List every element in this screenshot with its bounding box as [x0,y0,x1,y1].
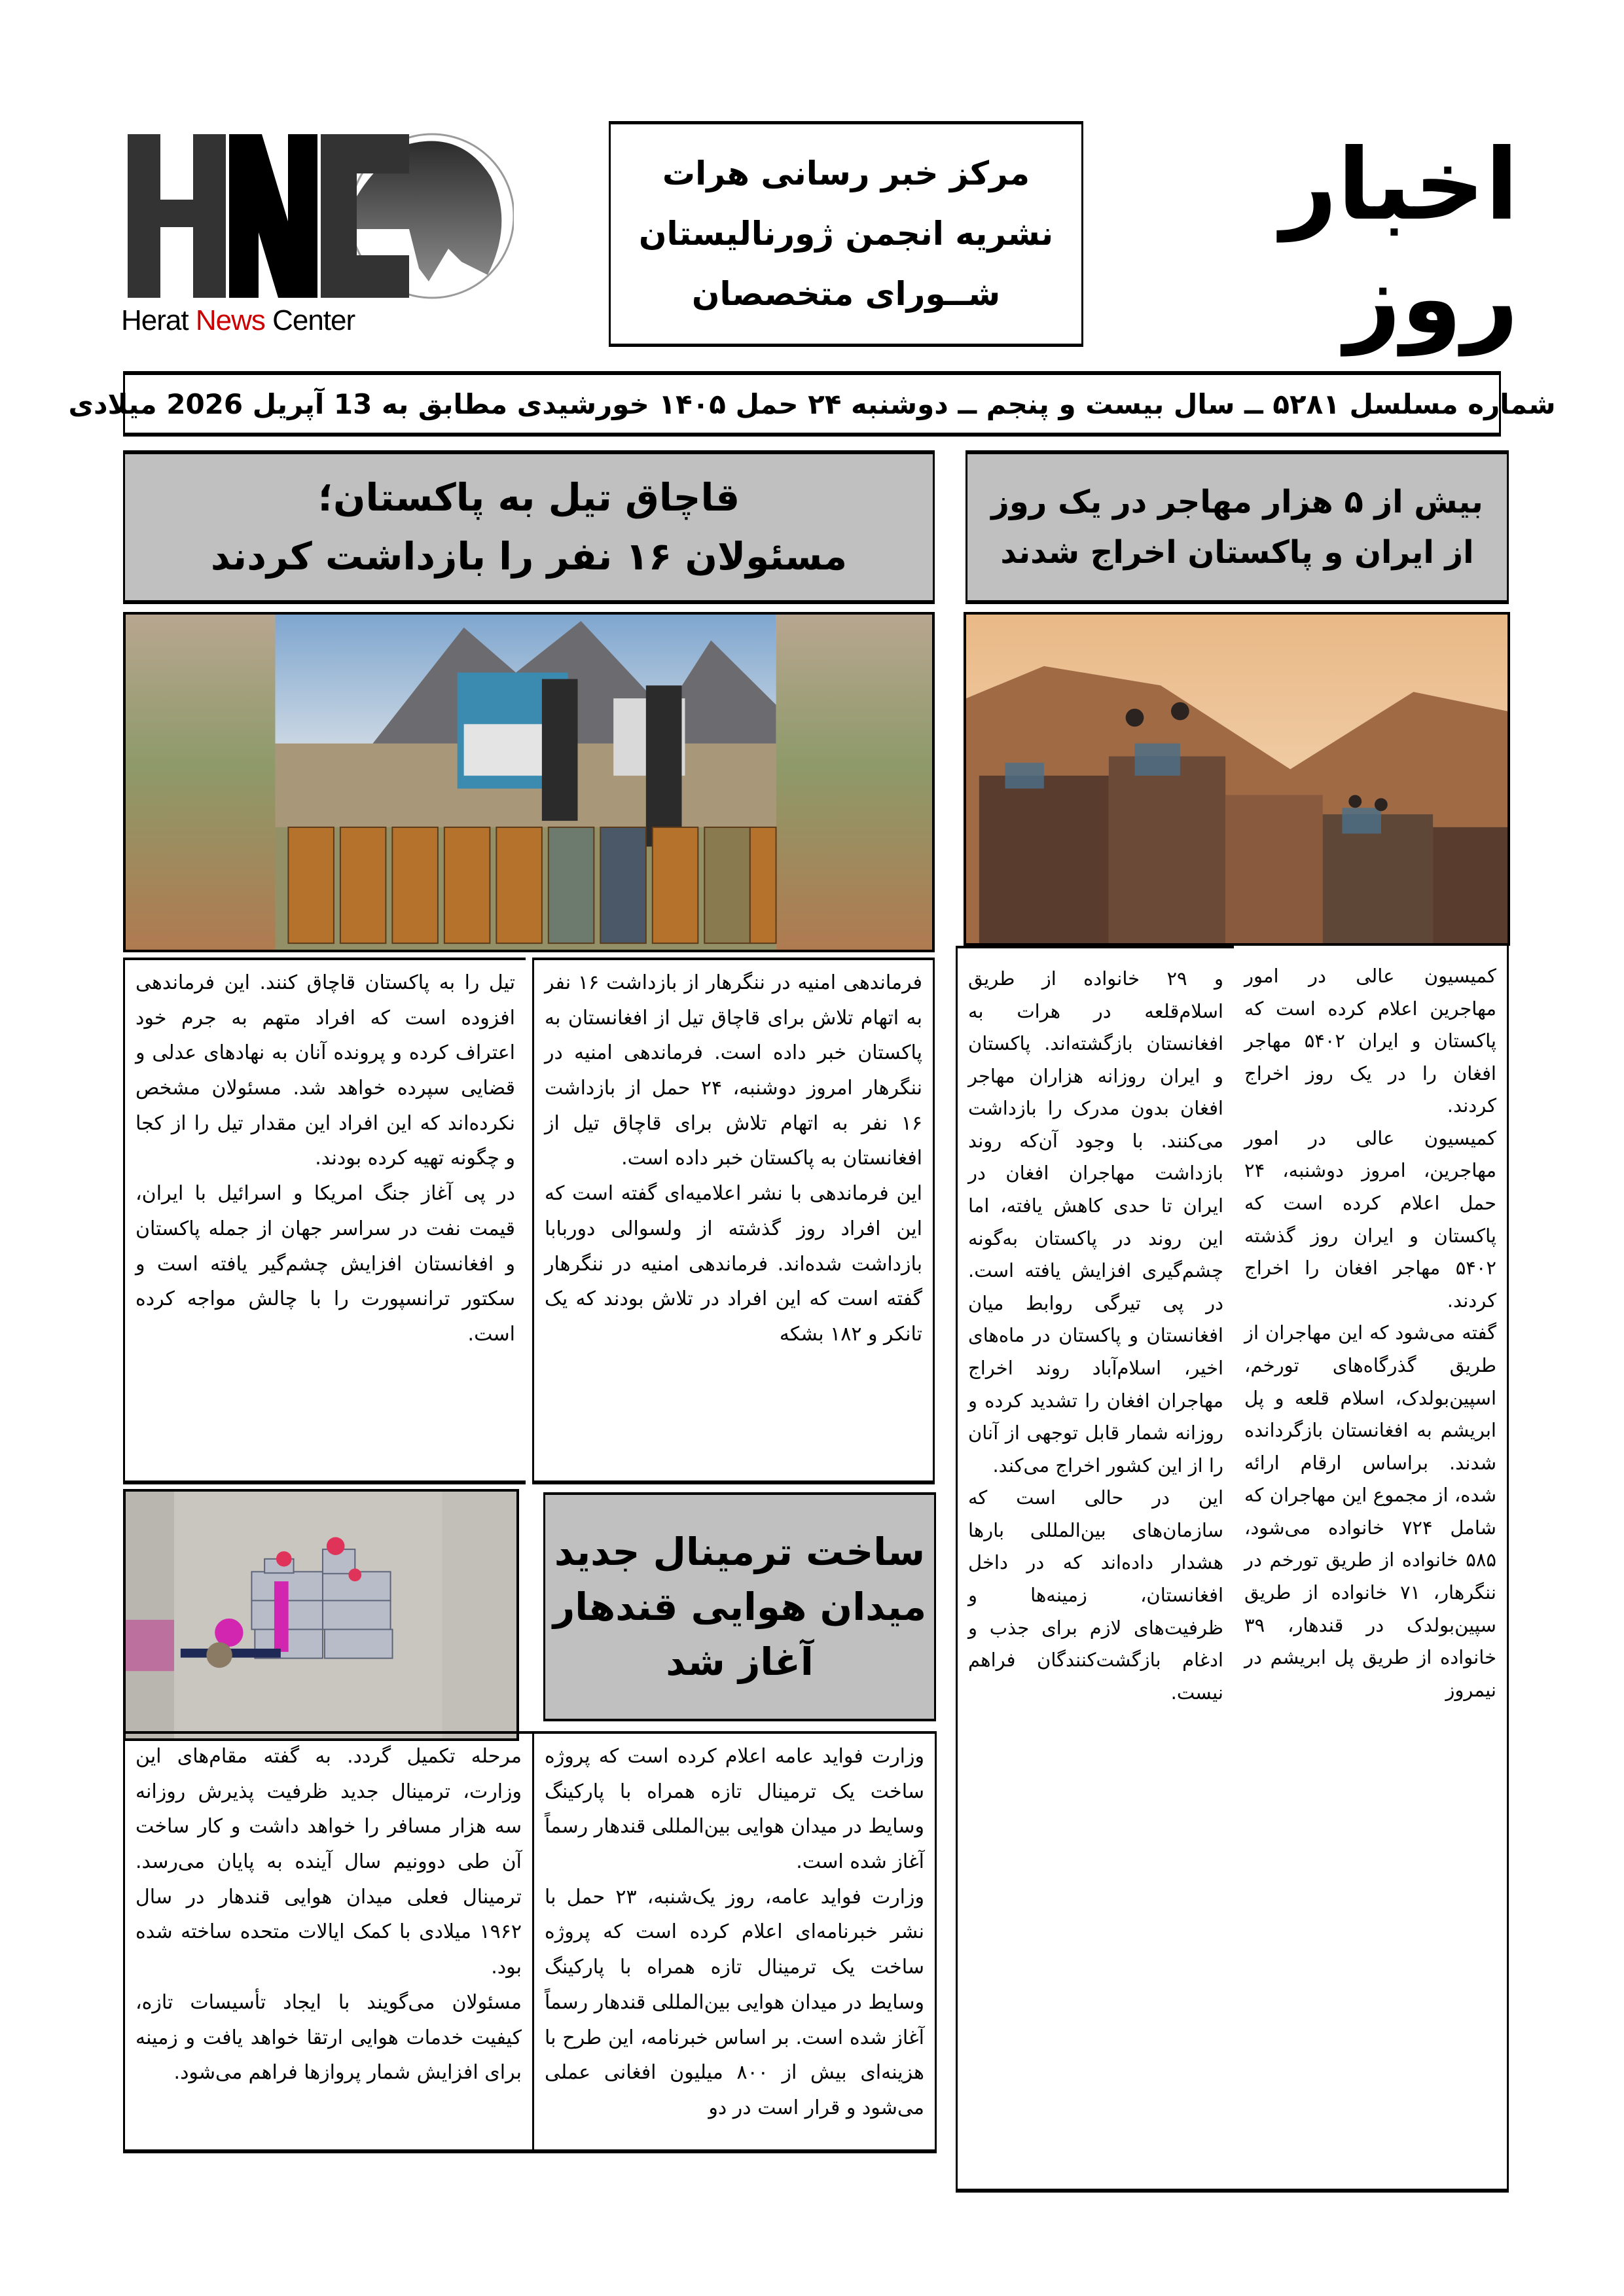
paragraph: مسئولان می‌گویند با ایجاد تأسیسات تازه، کیفیت خدمات هوایی ارتقا خواهد یافت و زمینه برای افزایش شمار پروازها فراهم می‌شود. [135,1990,522,2085]
paragraph: تیل را به پاکستان قاچاق کنند. این فرماندهی افزوده است که افراد متهم به جرم خود اعتراف کرده و پرونده آنان به نهادهای عدلی و قضایی سپرده خواهد شد. مسئولان مشخص نکرده‌اند که این افراد این مقدار تیل را از کجا و چگونه تهیه کرده بودند. [135,971,515,1170]
logo-word-center: Center [272,304,355,336]
headline-terminal[interactable] [543,1492,936,1721]
foil-wrapped-gifts-photo [123,1489,519,1741]
paragraph: وزارت فواید عامه، روز یک‌شنبه، ۲۳ حمل با نشر خبرنامه‌ای اعلام کرده است که پروژه ساخت یک ترمینال تازه همراه با پارکینگ وسایط در میدان هوایی بین‌المللی قندهار رسماً آغاز شده است. بر اساس خبرنامه، این طرح با هزینه‌ای بیش از ۸۰۰ میلیون افغانی عملی می‌شود و قرار است در دو [545,1885,924,2119]
article-migrants-column-2 [956,946,1234,2193]
logo-word-herat: Herat [121,304,189,336]
headline-line: از ایران و پاکستان اخراج شدند [1000,533,1474,571]
paragraph: فرماندهی امنیه در ننگرهار از بازداشت ۱۶ نفر به اتهام تلاش برای قاچاق تیل از افغانستان به پاکستان خبر داده است. فرماندهی امنیه در ننگرهار امروز دوشنبه، ۲۴ حمل از بازداشت ۱۶ نفر به اتهام تلاش برای قاچاق تیل از افغانستان به پاکستان خبر داده است. [545,971,922,1170]
headline-line: بیش از ۵ هزار مهاجر در یک روز [991,483,1483,520]
headline-line: میدان هوایی قندهار [552,1584,927,1629]
headline-line: آغاز شد [666,1640,814,1685]
paragraph: کمیسیون عالی در امور مهاجرین اعلام کرده است که پاکستان و ایران ۵۴۰۲ مهاجر افغان را در یک روز اخراج کردند. [1244,965,1496,1117]
hnc-logo-graphic [121,118,514,304]
publisher-line: مرکز خبر رسانی هرات [662,154,1030,193]
headline-line: قاچاق تیل به پاکستان؛ [317,475,740,520]
returning-migrant-trucks-photo [964,612,1510,946]
hnc-logo [121,118,514,340]
paragraph: کمیسیون عالی در امور مهاجرین، امروز دوشنبه، ۲۴ حمل اعلام کرده است که پاکستان و ایران روز گذشته ۵۴۰۲ مهاجر افغان را اخراج کردند. [1244,1126,1496,1312]
issue-date-line: شماره مسلسل ۵۲۸۱ ــ سال بیست و پنجم ــ دوشنبه ۲۴ حمل ۱۴۰۵ خورشیدی مطابق به 13 آپریل 2026 میلادی [123,371,1501,437]
paragraph: این در حالی است که سازمان‌های بین‌المللی بارها هشدار داده‌اند که در داخل افغانستان، زمینه‌ها و ظرفیت‌های لازم برای جذب و ادغام بازگشت‌کنندگان فراهم نیست. [968,1486,1223,1704]
paragraph: در پی آغاز جنگ امریکا و اسرائیل با ایران، قیمت نفت در سراسر جهان از جمله پاکستان و افغانستان افزایش چشم‌گیر یافته است و سکتور ترانسپورت را با چالش مواجه کرده است. [135,1182,515,1346]
article-terminal-column-2 [123,1731,532,2153]
paragraph: و ۲۹ خانواده از طریق اسلام‌قلعه در هرات به افغانستان بازگشته‌اند. پاکستان و ایران روزانه هزاران مهاجر افغان بدون مدرک را بازداشت می‌کنند. با وجود آن‌که روند بازداشت مهاجران افغان در ایران تا حدی کاهش یافته، اما این روند در پاکستان به‌گونه چشم‌گیری افزایش یافته است. در پی تیرگی روابط میان افغانستان و پاکستان در ماه‌های اخیر، اسلام‌آباد روند اخراج مهاجران افغان را تشدید کرده و روزانه شمار قابل توجهی از آنان را از این کشور اخراج می‌کند. [968,967,1223,1477]
headline-migrants[interactable] [965,450,1509,604]
paragraph: وزارت فواید عامه اعلام کرده است که پروژه ساخت یک ترمینال تازه همراه با پارکینگ وسایط در میدان هوایی بین‌المللی قندهار رسماً آغاز شده است. [545,1745,924,1874]
publisher-line: شــورای متخصصان [691,274,1001,313]
article-smuggling-column-2 [123,958,526,1484]
headline-smuggling[interactable] [123,450,935,604]
seized-fuel-jerrycans-photo [123,612,935,952]
article-migrants-column-1 [1234,946,1509,2193]
headline-line: ساخت ترمینال جدید [554,1529,926,1574]
article-smuggling-column-1 [532,958,935,1484]
paragraph: این فرماندهی با نشر اعلامیه‌ای گفته است که این افراد روز گذشته از ولسوالی دوربابا بازداشت شده‌اند. فرماندهی امنیه در ننگرهار گفته است که این افراد در تلاش بودند که یک تانکر و ۱۸۲ بشکه [545,1182,922,1346]
newspaper-title: اخبار روز [1280,128,1519,356]
publisher-line: نشریه انجمن ژورنالیستان [638,214,1054,253]
article-terminal-column-1 [532,1731,937,2153]
logo-text [121,302,514,339]
headline-line: مسئولان ۱۶ نفر را بازداشت کردند [210,533,848,579]
paragraph: مرحله تکمیل گردد. به گفته مقام‌های این وزارت، ترمینال جدید ظرفیت پذیرش روزانه سه هزار مسافر را خواهد داشت و کار ساخت آن طی دوونیم سال آینده به پایان می‌رسد. ترمینال فعلی میدان هوایی قندهار در سال ۱۹۶۲ میلادی با کمک ایالات متحده ساخته شده بود. [135,1745,522,1979]
publisher-box [609,121,1083,347]
paragraph: گفته می‌شود که این مهاجران از طریق گذرگاه‌های تورخم، اسپین‌بولدک، اسلام قلعه و پل ابریشم به افغانستان بازگردانده شدند. براساس ارقام ارائه شده، از مجموع این مهاجران که شامل ۷۲۴ خانواده می‌شود، ۵۸۵ خانواده از طریق تورخم در ننگرهار، ۷۱ خانواده از طریق سپین‌بولدک در قندهار، ۳۹ خانواده از طریق پل ابریشم در نیمروز [1244,1321,1496,1701]
logo-word-news: News [195,304,265,336]
